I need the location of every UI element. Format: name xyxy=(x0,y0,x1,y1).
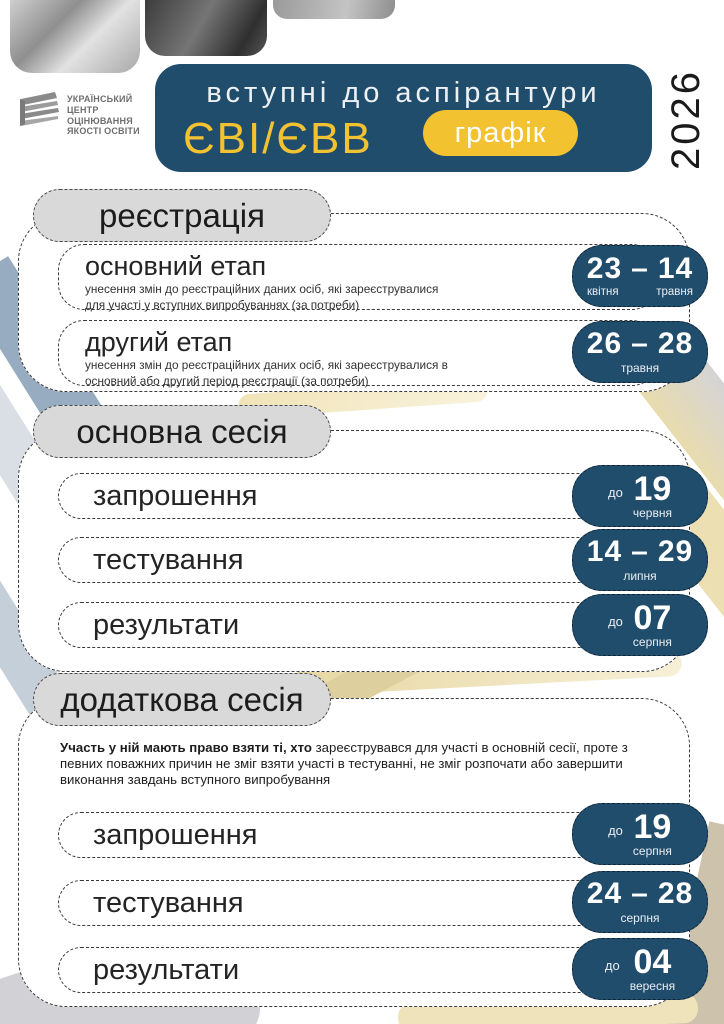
date-months: квітня травня xyxy=(587,286,693,298)
intro-bold: Участь у ній мають право взяти ті, хто xyxy=(60,740,312,755)
date-badge-testing xyxy=(572,529,708,591)
row-description-line2: для участі у вступних випробуваннях (за потреби) xyxy=(85,298,360,313)
date-badge-main-stage xyxy=(572,245,708,307)
row-label: другий етап xyxy=(85,327,233,357)
date-range: 23 – 14 xyxy=(586,252,694,285)
date-badge-results xyxy=(572,594,708,656)
row-label: тестування xyxy=(93,543,244,576)
row-label: основний етап xyxy=(85,251,267,281)
intro-rest: зареєструвався для участі в основній сесії, проте з певних поважних причин не зміг взяти участі в тестуванні, не зміг розпочати або завершити виконання завдань вступного випробування xyxy=(60,740,628,787)
ucqa-logo-icon xyxy=(18,90,60,141)
additional-session-intro xyxy=(60,740,658,788)
date-month: серпня xyxy=(620,911,660,925)
hero-schedule-badge-label: графік xyxy=(454,116,547,149)
row-label: запрошення xyxy=(93,818,258,851)
date-day: 19 xyxy=(633,470,672,508)
row-invitation xyxy=(58,473,658,519)
date-day: 04 xyxy=(633,943,672,981)
row-invitation xyxy=(58,812,658,858)
date-badge-second-stage xyxy=(572,321,708,383)
row-testing xyxy=(58,877,658,926)
row-label: запрошення xyxy=(93,479,258,512)
date-prefix: до xyxy=(608,613,623,629)
row-second-stage xyxy=(58,320,658,389)
row-label: тестування xyxy=(93,886,244,919)
date-prefix: до xyxy=(604,957,620,973)
row-label: результати xyxy=(93,608,240,641)
row-description-line2: основний або другий період реєстрації (за потреби) xyxy=(85,374,369,389)
date-prefix: до xyxy=(608,484,623,500)
row-main-stage xyxy=(58,244,658,313)
ucqa-logo-text: УКРАЇНСЬКИЙ ЦЕНТР ОЦІНЮВАННЯ ЯКОСТІ ОСВІТИ xyxy=(67,93,140,137)
date-prefix: до xyxy=(608,822,623,838)
range-dash: – xyxy=(631,252,649,285)
section-additional-session-title: додаткова сесія xyxy=(33,673,331,726)
date-month: червня xyxy=(632,506,672,520)
date-day: 07 xyxy=(633,599,672,637)
date-month: серпня xyxy=(632,635,672,649)
section-registration-title: реєстрація xyxy=(33,189,331,242)
row-results xyxy=(58,947,658,993)
date-badge-results xyxy=(572,938,708,1000)
range-dash: – xyxy=(631,327,649,360)
date-range: 14 – 29 xyxy=(586,535,694,568)
photo-1 xyxy=(10,0,140,73)
date-range: 24 – 28 xyxy=(586,877,694,910)
row-label: результати xyxy=(93,953,240,986)
date-month: серпня xyxy=(632,844,672,858)
row-testing xyxy=(58,537,658,583)
date-badge-invitation xyxy=(572,803,708,865)
photo-2 xyxy=(145,0,267,56)
hero-subtitle: ЄВІ/ЄВВ xyxy=(183,114,373,163)
hero-title: вступні до аспірантури xyxy=(206,77,601,109)
hero-schedule-badge xyxy=(423,110,578,156)
range-dash: – xyxy=(631,877,649,910)
hero-banner xyxy=(155,64,652,172)
date-month: вересня xyxy=(629,979,676,993)
photo-3 xyxy=(273,0,395,19)
date-month: липня xyxy=(623,569,657,583)
ucqa-logo xyxy=(18,90,140,141)
date-day: 19 xyxy=(633,808,672,846)
date-badge-testing xyxy=(572,871,708,933)
section-main-session-title: основна сесія xyxy=(33,405,331,458)
year-label: 2026 xyxy=(663,69,708,170)
row-results xyxy=(58,602,658,648)
range-dash: – xyxy=(631,535,649,568)
date-badge-invitation xyxy=(572,465,708,527)
row-description-line1: унесення змін до реєстраційних даних осіб, які зареєструвалися xyxy=(85,282,439,297)
row-description-line1: унесення змін до реєстраційних даних осіб, які зареєструвалися в xyxy=(85,358,448,373)
date-month: травня xyxy=(620,361,660,375)
date-range: 26 – 28 xyxy=(586,327,694,360)
